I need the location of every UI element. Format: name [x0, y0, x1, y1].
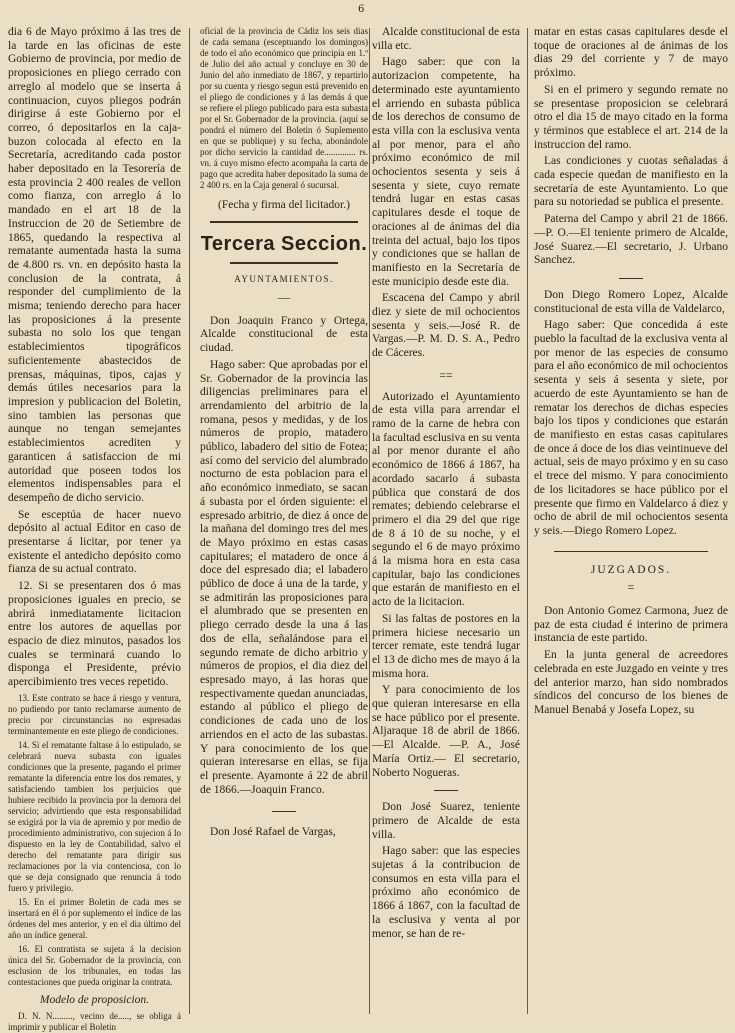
separator: ==	[439, 367, 453, 382]
author-line: Don José Suarez, teniente primero de Alcalde de esta villa.	[372, 801, 520, 841]
paragraph: Si las faltas de postores en la primera hiciese necesario un tercer remate, este tendrá lugar el 13 de dicho mes de mayo á la misma hora.	[372, 612, 520, 680]
column-divider	[527, 28, 528, 1014]
paragraph: En la junta general de acreedores celebrada en este Juzgado en veinte y tres del anterior marzo, han sido nombrados síndicos del concurso de los bienes de Manuel Benabá y Josefa Lopez, su	[534, 649, 728, 716]
separator	[272, 811, 296, 812]
column-divider	[369, 28, 370, 1014]
section-rule	[230, 262, 338, 264]
paragraph: Hago saber: que las especies sujetas á la contribucion de consumos en esta villa para el próximo año económico de 1866 á 1867, con la facultad de la esclusiva y venta al por menor, se han de re-	[372, 845, 520, 940]
paragraph: Se esceptúa de hacer nuevo depósito al actual Editor en caso de presentarse á licitar, por tener ya existente el antedicho depósito como fianza de su actual contrato.	[8, 508, 181, 576]
column-4	[534, 26, 728, 1018]
paragraph: Hago saber: que con la autorizacion competente, ha determinado este ayuntamiento el arriendo en subasta pública de los derechos de consumo de esta villa con la esclusiva venta al por menor, para el año próximo económico de mil ochocientos sesenta y seis á sesenta y siete, cuyo remate tendrá lugar en estas casas capitulares desde el toque de oraciones al de ánimas del dia treinta del actual, bajo los tipos y condiciones que se hallan de manifiesto en la Secretaría de este municipio desde este dia.	[372, 56, 520, 288]
section-heading: JUZGADOS.	[590, 563, 672, 576]
section-rule	[210, 221, 358, 223]
paragraph: 14. Si el rematante faltase á lo estipulado, se celebrará nueva subasta con iguales condiciones que la presente, pagando el primer rematante la diferencia entre los dos remates, y satisfaciendo tambien los perjuicios que hubiere recibido la provincia por la demora del servicio; advirtiendo que esta responsabilidad se exigirá por la via de apremio y por medio de procedimiento administrativo, con sujecion á lo dispuesto en la ley de Contabilidad, salvo el derecho del rematante para dirigir sus reclamaciones por la via contenciosa, con lo que se deja consignado que renuncia á todo fuero y privilegio.	[8, 739, 181, 893]
separator: =	[627, 580, 635, 595]
paragraph: Y para conocimiento de los que quieran interesarse en ella se hace público por el presente. Aljaraque 18 de abril de 1866.—El Alcalde. —P. A., José María Ortiz.— El secretario, Noberto Nogueras.	[372, 684, 520, 779]
paragraph: Hago saber: Que concedida á este pueblo la facultad de la exclusiva venta al por menor de las especies de consumo para el año económico de mil ochocientos sesenta y seis á sesenta y siete, por acuerdo de este Ayuntamiento se han de rematar los derechos de dichas especies bajo los tipos y condiciones que estarán de manifiesto en estas casas capitulares de once á doce de los dias veintinueve del actual, seis de mayo próximo y en su caso el trece del mismo. Y para conocimiento de los licitadores se hace público por el presente que firmo en Valdelarco á diez y ocho de abril de mil ochocientos sesenta y seis.—Diego Romero Lopez.	[534, 319, 728, 537]
separator	[434, 790, 458, 791]
column-2	[200, 26, 368, 1018]
author-line: Don Diego Romero Lopez, Alcalde constitucional de esta villa de Valdelarco,	[534, 288, 728, 315]
paragraph: 13. Este contrato se hace á riesgo y ventura, no pudiendo por tanto reclamarse aumento de precio por circunstancias no espresadas terminantemente en este pliego de condiciones.	[8, 692, 181, 736]
section-rule	[554, 551, 708, 552]
paragraph: 16. El contratista se sujeta á la decision única del Sr. Gobernador de la provincia, con esclusion de los tribunales, en todas las contestaciones que pueda originar la contrata.	[8, 943, 181, 987]
paragraph: Alcalde constitucional de esta villa etc.	[372, 26, 520, 52]
column-divider	[189, 28, 190, 1014]
paragraph: matar en estas casas capitulares desde el toque de oraciones al de ánimas de los dias 29 del corriente y 7 de mayo próximo.	[534, 26, 728, 80]
separator	[619, 278, 643, 279]
paragraph: D. N. N........., vecino de....., se obliga á imprimir y publicar el Boletin	[8, 1011, 181, 1033]
paragraph: Las condiciones y cuotas señaladas á cada especie quedan de manifiesto en la secretaría de este Ayuntamiento. Lo que para su notoriedad se publica el presente.	[534, 155, 728, 209]
author-line: Don José Rafael de Vargas,	[210, 826, 336, 839]
separator: —	[278, 289, 290, 304]
author-line: Don Joaquin Franco y Ortega, Alcalde constitucional de esta ciudad.	[200, 314, 368, 355]
column-1	[8, 26, 181, 1033]
paragraph: Si en el primero y segundo remate no se presentase proposicion se celebrará otro el dia 15 de mayo citado en la forma y términos que establece el art. 214 de la instruccion del ramo.	[534, 83, 728, 151]
paragraph: 12. Si se presentaren dos ó mas proposiciones iguales en precio, se abrirá inmediatamente licitacion entre los autores de aquellas por espacio de diez minutos, pasados los cuales se terminará cuando lo disponga el Presidente, prévio apercibimiento tres veces repetido.	[8, 580, 181, 689]
column-3	[372, 26, 520, 1018]
paragraph: Paterna del Campo y abril 21 de 1866.—P. O.—El teniente primero de Alcalde, José Suarez.—El secretario, J. Urbano Sanchez.	[534, 213, 728, 267]
subheading: AYUNTAMIENTOS.	[234, 273, 334, 284]
paragraph: Hago saber: Que aprobadas por el Sr. Gobernador de la provincia las diligencias preliminares para el arrendamiento del arbitrio de la romana, pesos y medidas, y de los números de propio, matadero público, labadero del sitio de Fotea; así como del servicio del alumbrado nocturno de esta poblacion para el año económico inmediato, se sacan á subasta por el órden siguiente: el espresado arbitrio, de diez á once de la mañana del domingo tres del mes de Mayo próximo en estas casas capitulares; el matadero de once á doce del espresado dia; el labadero público de doce á una de la tarde, y se admitirán las proposiciones para el alumbrado que se presenten en pliego cerrado desde la una á las dos de ella, señalándose para el segundo remate de dicho arbitrio y números de propios, el dia diez del espresado mayo, á las horas que respectivamente quedan anunciadas, estando al público el pliego de condiciones de cada uno de los arriendos en el acto de las subastas. Y para conocimiento de los que quieran interesarse en ellas, se fija el presente. Ayamonte á 22 de abril de 1866.—Joaquin Franco.	[200, 358, 368, 796]
paragraph: Autorizado el Ayuntamiento de esta villa para arrendar el ramo de la carne de hebra con la facultad esclusiva en su venta al por menor durante el año económico de 1866 á 1867, ha acordado sacarlo á subasta pública que constará de dos remates; debiendo celebrarse el primero el dia 29 del que rige de 8 á 10 de su noche, y el segundo el 6 de mayo próximo á la misma hora en esta casa capitular, bajo las condiciones que estarán de manifiesto en el acto de la licitacion.	[372, 390, 520, 609]
section-title: Tercera Seccion.	[200, 232, 368, 255]
paragraph: oficial de la provincia de Cádiz los seis dias de cada semana (esceptuando los domingos) de todo el año económico que principia en 1.º de Julio del año actual y concluye en 30 de Junio del año inmediato de 1867, y repartirlo por su cuenta y riesgo segun está prevenido en el pliego de condiciones y á las demás á que se refiere el pliego publicado para esta subasta por el Sr. Gobernador de la provincia. (aquí se pondrá el número del Boletin ó Suplemento en que se publique) y su fecha, abonándole por dicho servicio la cantidad de.............. rs. vn. á cuyo mismo efecto acompaña la carta de pago que acredita haber depositado la suma de 2 400 rs. en la Caja general ó sucursal.	[200, 26, 368, 190]
author-line: Don Antonio Gomez Carmona, Juez de paz de esta ciudad é interino de primera instancia de este partido.	[534, 605, 728, 645]
signature-line: (Fecha y firma del licitador.)	[218, 199, 350, 211]
paragraph: dia 6 de Mayo próximo á las tres de la tarde en las oficinas de este Gobierno de provincia, por medio de proposiciones en pliego cerrado con arreglo al modelo que se inserta á continuacion, cuyos pliegos podrán dirigirse á este Gobierno por el correo, ó depositarlos en la caja-buzon colocada al efecto en la Secretaría, acreditando cada postor haber depositado en la Tesorería de esta provincia 2 400 reales de vellon como fianza, con arreglo á lo mandado en el art 18 de la Instruccion de 20 de Setiembre de 1865, quedando la respectiva al rematante aumentada hasta la suma de 4.800 rs. vn. en depósito hasta la conclusion de la contrata, á responder del cumplimiento de la misma; teniendo derecho para hacer las proposiciones á la presente subasta no solo los que tengan establecimientos tipográficos suficientemente abastecidos de prensas, máquinas, tipos, cajas y demás útiles necesarios para la impresion y publicacion del Boletin, sino tambien las personas que aunque no tengan semejantes establecimientos acrediten y garanticen á satisfaccion de mi autoridad que poseen todos los elementos indispensables para el desempeño de dicho servicio.	[8, 26, 181, 504]
page-number: 6	[358, 4, 365, 15]
paragraph: 15. En el primer Boletin de cada mes se insertará en él ó por suplemento el índice de las órdenes del mes anterior, y en el dia último del año un índice general.	[8, 896, 181, 940]
model-title: Modelo de proposicion.	[39, 993, 150, 1006]
paragraph: Escacena del Campo y abril diez y siete de mil ochocientos sesenta y seis.—José R. de Vargas.—P. M. D. S. A., Pedro de Cáceres.	[372, 292, 520, 360]
